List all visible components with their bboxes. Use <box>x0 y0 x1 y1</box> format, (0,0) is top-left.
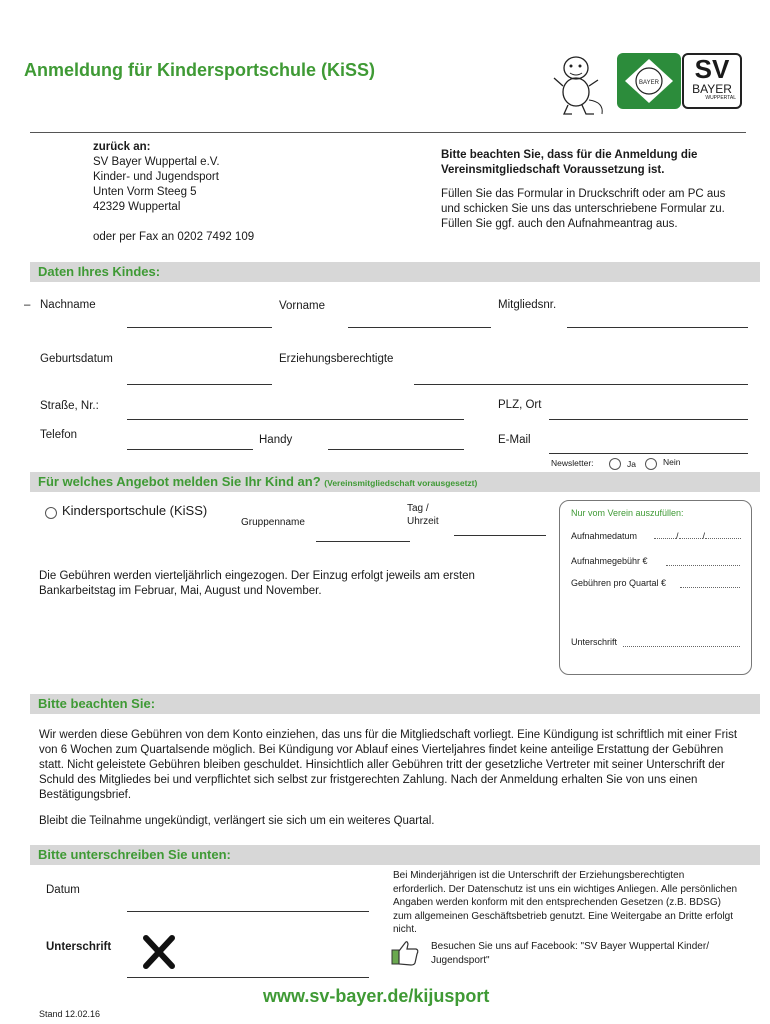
gebuehren-field[interactable] <box>680 578 740 588</box>
newsletter-label: Newsletter: <box>551 458 594 468</box>
telefon-field[interactable] <box>127 449 253 450</box>
address-line: 42329 Wuppertal <box>93 201 181 213</box>
newsletter-ja-label: Ja <box>627 459 636 469</box>
unterschrift-label: Unterschrift <box>46 941 112 953</box>
page-title: Anmeldung für Kindersportschule (KiSS) <box>24 60 376 80</box>
membership-notice <box>441 148 741 232</box>
offer-title: Für welches Angebot melden Sie Ihr Kind an? <box>38 474 321 489</box>
gruppenname-field[interactable] <box>316 541 410 542</box>
nachname-label: Nachname <box>40 299 96 311</box>
strasse-field[interactable] <box>127 419 464 420</box>
vorname-label: Vorname <box>279 300 326 312</box>
offer-title-note: (Vereinsmitgliedschaft vorausgesetzt) <box>324 478 478 488</box>
unterschrift-field[interactable] <box>127 977 369 978</box>
section-header-sign: Bitte unterschreiben Sie unten: <box>30 845 760 865</box>
mitgliedsnr-field[interactable] <box>567 327 748 328</box>
office-use-box <box>559 500 752 675</box>
office-heading: Nur vom Verein auszufüllen: <box>571 508 684 518</box>
kiss-label: Kindersportschule (KiSS) <box>62 503 208 518</box>
address-line: Kinder- und Jugendsport <box>93 171 219 183</box>
tag-label: Tag / <box>407 503 429 514</box>
plz-label: PLZ, Ort <box>498 399 542 411</box>
telefon-label: Telefon <box>40 429 78 441</box>
office-unterschrift-label: Unterschrift <box>571 637 618 647</box>
section-header-child: Daten Ihres Kindes: <box>30 262 760 282</box>
office-unterschrift-field[interactable] <box>623 637 740 647</box>
privacy-text: Bei Minderjährigen ist die Unterschrift der Erziehungsberechtigten erforderlich. Der Datenschutz ist uns ein wichtiges Anliegen. Alle persönlichen Angaben werden konform mit den entsprechenden Gesetzen (z.B. BDSG) zum allgemeinen Geschäftsbetrieb genutzt. Eine Weitergabe an Dritte erfolgt nicht. <box>393 870 738 935</box>
svg-text:BAYER: BAYER <box>639 80 659 86</box>
fee-text: Die Gebühren werden vierteljährlich eingezogen. Der Einzug erfolgt jeweils am ersten Bankarbeitstag im Februar, Mai, August und November. <box>39 570 475 597</box>
website-link[interactable]: www.sv-bayer.de/kijusport <box>263 986 490 1006</box>
mascot-logo <box>546 52 608 118</box>
header-divider <box>30 132 746 133</box>
erziehungsberechtigte-field[interactable] <box>414 384 748 385</box>
facebook-text: Besuchen Sie uns auf Facebook: "SV Bayer Wuppertal Kinder/ Jugendsport" <box>431 941 709 966</box>
renewal-paragraph: Bleibt die Teilnahme ungekündigt, verlängert sie sich um ein weiteres Quartal. <box>39 815 435 827</box>
strasse-label: Straße, Nr.: <box>40 400 99 412</box>
version-date: Stand 12.02.16 <box>39 1009 101 1019</box>
uhrzeit-label: Uhrzeit <box>407 516 439 527</box>
gruppenname-label: Gruppenname <box>241 517 305 528</box>
erziehungsberechtigte-label: Erziehungsberechtigte <box>279 353 394 365</box>
section-header-notes: Bitte beachten Sie: <box>30 694 760 714</box>
email-label: E-Mail <box>498 434 531 446</box>
fax-line: oder per Fax an 0202 7492 109 <box>93 231 255 243</box>
notice-text: Füllen Sie das Formular in Druckschrift oder am PC aus und schicken Sie uns das unterschriebene Formular zu. Füllen Sie ggf. auch den Aufnahmeantrag aus. <box>441 188 726 230</box>
tag-uhrzeit-label <box>407 502 439 528</box>
vorname-field[interactable] <box>348 327 491 328</box>
handy-label: Handy <box>259 434 293 446</box>
plz-field[interactable] <box>549 419 748 420</box>
aufnahmedatum-label: Aufnahmedatum <box>571 531 638 541</box>
address-heading: zurück an: <box>93 141 151 153</box>
geburtsdatum-label: Geburtsdatum <box>40 353 113 365</box>
facebook-like-icon <box>390 938 420 969</box>
newsletter-nein-label: Nein <box>663 457 681 467</box>
datum-label: Datum <box>46 884 80 896</box>
dash-mark: – <box>24 299 31 311</box>
address-line: Unten Vorm Steeg 5 <box>93 186 197 198</box>
tag-uhrzeit-field[interactable] <box>454 535 546 536</box>
sv-bayer-logo: SV BAYER WUPPERTAL <box>682 53 742 109</box>
newsletter-nein-radio[interactable] <box>645 458 657 470</box>
terms-paragraph: Wir werden diese Gebühren von dem Konto einziehen, das uns für die Mitgliedschaft vorliegt. Eine Kündigung ist schriftlich mit einer Frist von 6 Wochen zum Quartalsende möglich. Bei Kündigung vor Ablauf eines Vierteljahres findet keine anteilige Erstattung der Gebühren statt. Nicht geleistete Gebühren bleiben geschuldet. Hinsichtlich aller Gebühren tritt der gesetzliche Vertreter mit seiner Unterschrift der Schuld des Mitgliedes bei und verpflichtet sich selbst zur fristgerechten Zahlung. Nach der Anmeldung erhalten Sie von uns einen Bestätigungsbrief. <box>39 729 738 801</box>
nachname-field[interactable] <box>127 327 272 328</box>
notice-bold: Bitte beachten Sie, dass für die Anmeldung die Vereinsmitgliedschaft Voraussetzung ist. <box>441 149 698 176</box>
handy-field[interactable] <box>328 449 464 450</box>
aufnahmegebuehr-label: Aufnahmegebühr € <box>571 556 648 566</box>
aufnahmegebuehr-field[interactable] <box>666 556 740 566</box>
kiss-radio[interactable] <box>45 507 57 519</box>
newsletter-ja-radio[interactable] <box>609 458 621 470</box>
address-line: SV Bayer Wuppertal e.V. <box>93 156 220 168</box>
signature-cross-icon <box>142 934 176 973</box>
mitgliedsnr-label: Mitgliedsnr. <box>498 299 557 311</box>
section-header-offer <box>30 472 760 492</box>
bayer-cross-logo <box>617 53 681 109</box>
geburtsdatum-field[interactable] <box>127 384 272 385</box>
aufnahmedatum-field[interactable]: / / <box>654 531 741 541</box>
gebuehren-label: Gebühren pro Quartal € <box>571 578 667 588</box>
email-field[interactable] <box>549 453 748 454</box>
datum-field[interactable] <box>127 911 369 912</box>
return-address <box>93 140 254 245</box>
